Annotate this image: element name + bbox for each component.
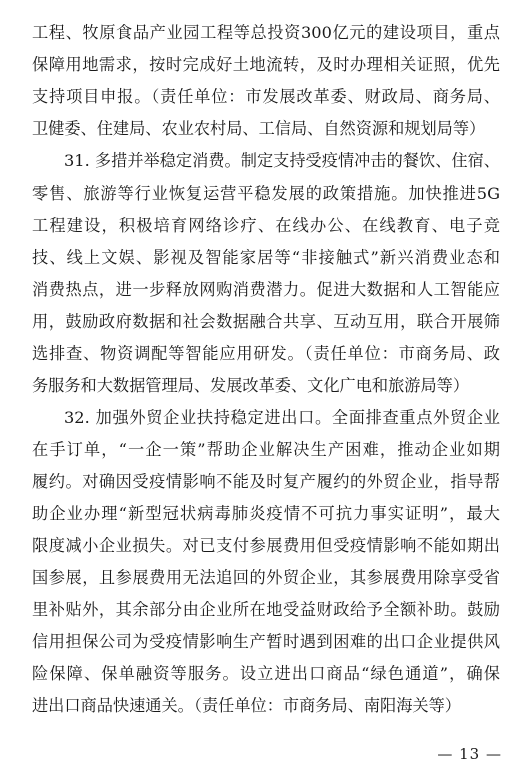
section-32-heading-line: 32. 加强外贸企业扶持稳定进出口。全面排查重点外贸企业 [64, 408, 500, 427]
text-line: 选排查、物资调配等智能应用研发。（责任单位：市商务局、政 [32, 344, 500, 363]
text-line: 进出口商品快速通关。（责任单位：市商务局、南阳海关等） [32, 696, 461, 715]
text-line: 限度减小企业损失。对已支付参展费用但受疫情影响不能如期出 [32, 536, 500, 555]
page-number: — 13 — [437, 745, 502, 763]
text-line: 助企业办理“新型冠状病毒肺炎疫情不可抗力事实证明”，最大 [32, 504, 500, 523]
text-line: 国参展，且参展费用无法追回的外贸企业，其参展费用除享受省 [32, 568, 500, 587]
text-line: 在手订单，“一企一策”帮助企业解决生产困难，推动企业如期 [32, 440, 500, 459]
text-line: 保障用地需求，按时完成好土地流转，及时办理相关证照，优先 [32, 55, 500, 74]
text-line: 工程、牧原食品产业园工程等总投资300亿元的建设项目，重点 [32, 23, 500, 42]
text-line: 消费热点，进一步释放网购消费潜力。促进大数据和人工智能应 [32, 280, 500, 299]
text-line: 用，鼓励政府数据和社会数据融合共享、互动互用，联合开展筛 [32, 312, 500, 331]
section-31-heading-line: 31. 多措并举稳定消费。制定支持受疫情冲击的餐饮、住宿、 [64, 151, 500, 170]
text-line: 险保障、保单融资等服务。设立进出口商品“绿色通道”，确保 [32, 664, 500, 683]
text-line: 技、线上文娱、影视及智能家居等“非接触式”新兴消费业态和 [32, 248, 500, 267]
text-line: 信用担保公司为受疫情影响生产暂时遇到困难的出口企业提供风 [32, 632, 500, 651]
text-line: 零售、旅游等行业恢复运营平稳发展的政策措施。加快推进5G [32, 184, 500, 203]
text-line: 履约。对确因受疫情影响不能及时复产履约的外贸企业，指导帮 [32, 472, 500, 491]
text-line: 里补贴外，其余部分由企业所在地受益财政给予全额补助。鼓励 [32, 600, 500, 619]
text-line: 卫健委、住建局、农业农村局、工信局、自然资源和规划局等） [32, 119, 486, 138]
text-line: 工程建设，积极培育网络诊疗、在线办公、在线教育、电子竞 [32, 216, 500, 235]
text-line: 支持项目申报。（责任单位：市发展改革委、财政局、商务局、 [32, 87, 500, 106]
text-line: 务服务和大数据管理局、发展改革委、文化广电和旅游局等） [32, 376, 470, 395]
